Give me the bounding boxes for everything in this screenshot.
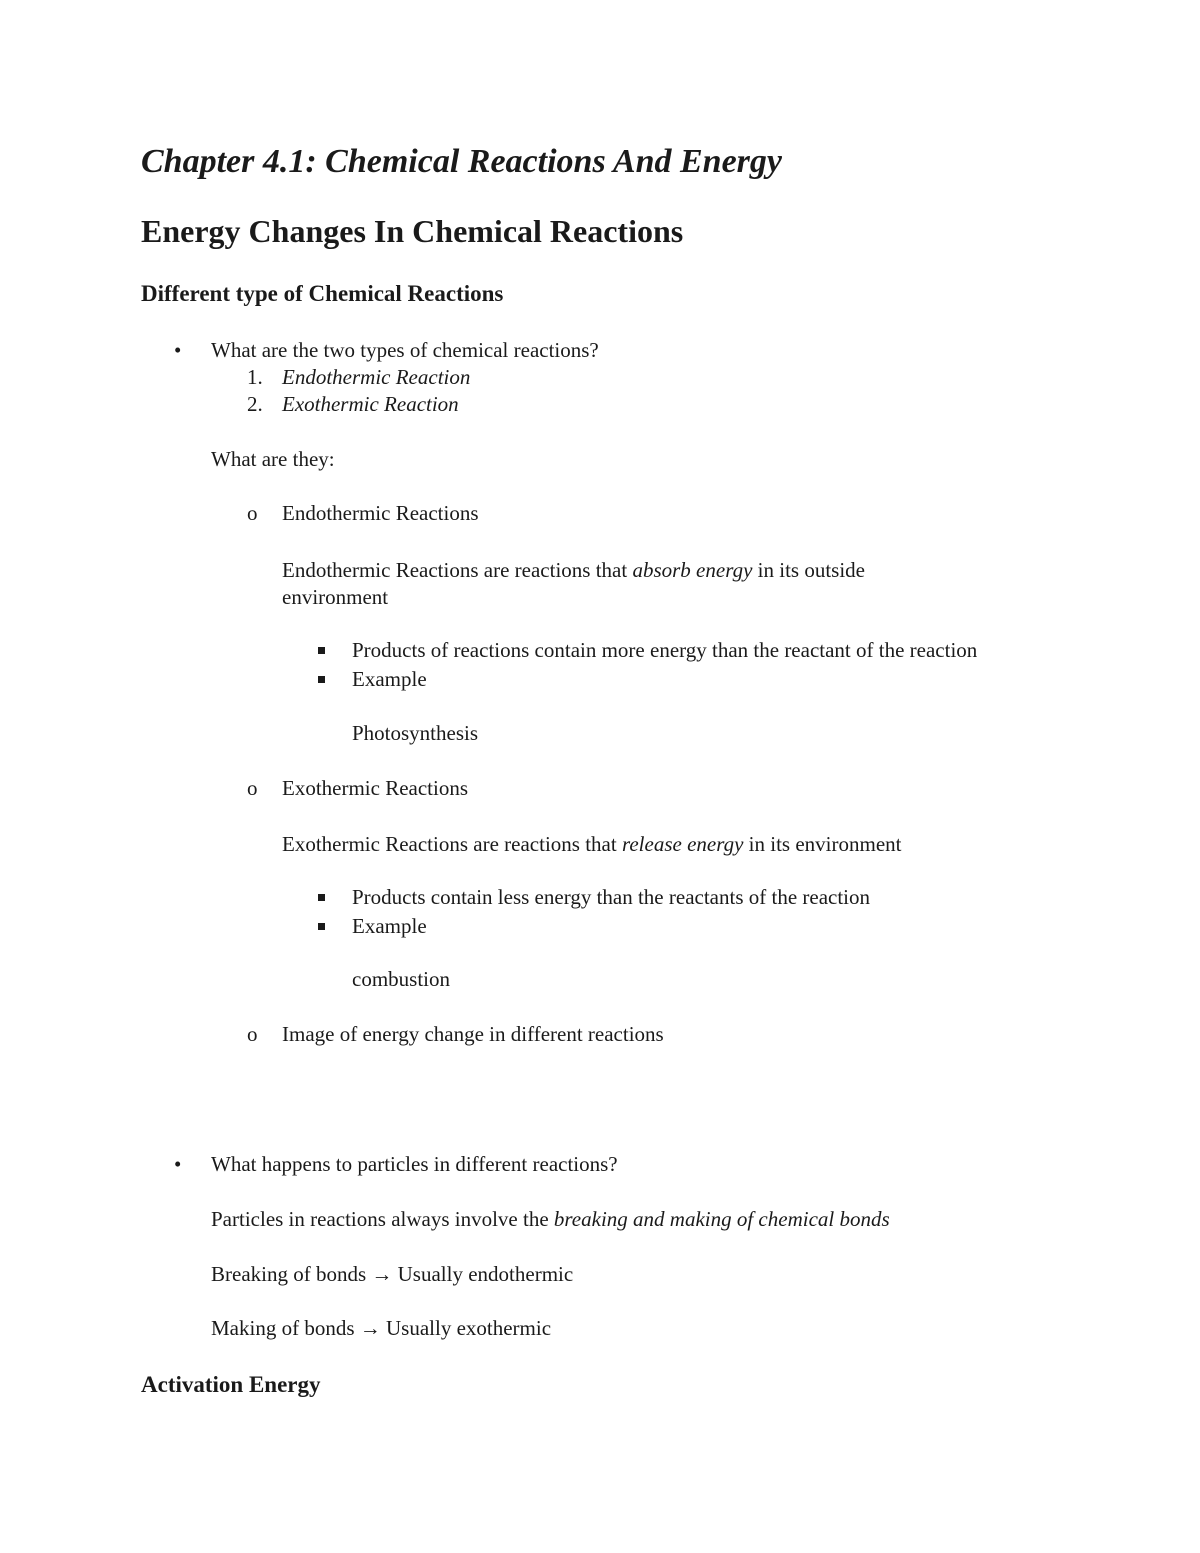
endothermic-desc-text: in its outside [752, 558, 865, 582]
square-bullet-icon [318, 923, 325, 930]
type-endothermic: Endothermic Reaction [282, 365, 471, 389]
particles-emphasis: breaking and making of chemical bonds [553, 1207, 890, 1231]
square-bullet-icon [318, 676, 325, 683]
subsection-heading: Different type of Chemical Reactions [141, 281, 504, 306]
endothermic-point: Products of reactions contain more energy than the reactant of the reaction [352, 638, 978, 662]
section-title: Energy Changes In Chemical Reactions [141, 213, 684, 249]
making-bonds: Making of bonds → Usually exothermic [211, 1316, 552, 1340]
question-types: What are the two types of chemical reactions? [211, 338, 599, 362]
image-item: Image of energy change in different reactions [282, 1022, 664, 1046]
endothermic-example-label: Example [352, 667, 427, 691]
exothermic-desc-text: in its environment [743, 832, 902, 856]
breaking-bonds: Breaking of bonds → Usually endothermic [211, 1262, 574, 1286]
square-bullet-icon [318, 894, 325, 901]
what-are-they: What are they: [211, 447, 335, 471]
exothermic-point: Products contain less energy than the reactants of the reaction [352, 885, 871, 909]
exothermic-heading: Exothermic Reactions [282, 776, 469, 800]
square-bullet-icon [318, 647, 325, 654]
endothermic-description-line2: environment [282, 585, 389, 609]
particles-text: Particles in reactions always involve the [211, 1207, 554, 1231]
activation-energy-heading: Activation Energy [141, 1372, 321, 1397]
exothermic-desc-emphasis: release energy [621, 832, 744, 856]
exothermic-desc-text: Exothermic Reactions are reactions that [282, 832, 622, 856]
circle-bullet-icon: o [247, 776, 258, 800]
bullet-icon: • [174, 1152, 182, 1176]
list-number: 1. [247, 365, 263, 389]
exothermic-description [282, 831, 902, 857]
bullet-icon: • [174, 338, 182, 362]
exothermic-example-label: Example [352, 914, 427, 938]
list-number: 2. [247, 392, 263, 416]
endothermic-desc-text: Endothermic Reactions are reactions that [282, 558, 633, 582]
particles-statement [211, 1206, 890, 1232]
circle-bullet-icon: o [247, 1022, 258, 1046]
endothermic-desc-emphasis: absorb energy [632, 558, 753, 582]
type-exothermic: Exothermic Reaction [282, 392, 459, 416]
endothermic-heading: Endothermic Reactions [282, 501, 479, 525]
chapter-title: Chapter 4.1: Chemical Reactions And Energy [141, 143, 783, 180]
question-particles: What happens to particles in different reactions? [211, 1152, 618, 1176]
exothermic-example: combustion [352, 967, 450, 991]
endothermic-description [282, 557, 865, 583]
circle-bullet-icon: o [247, 501, 258, 525]
endothermic-example: Photosynthesis [352, 721, 479, 745]
